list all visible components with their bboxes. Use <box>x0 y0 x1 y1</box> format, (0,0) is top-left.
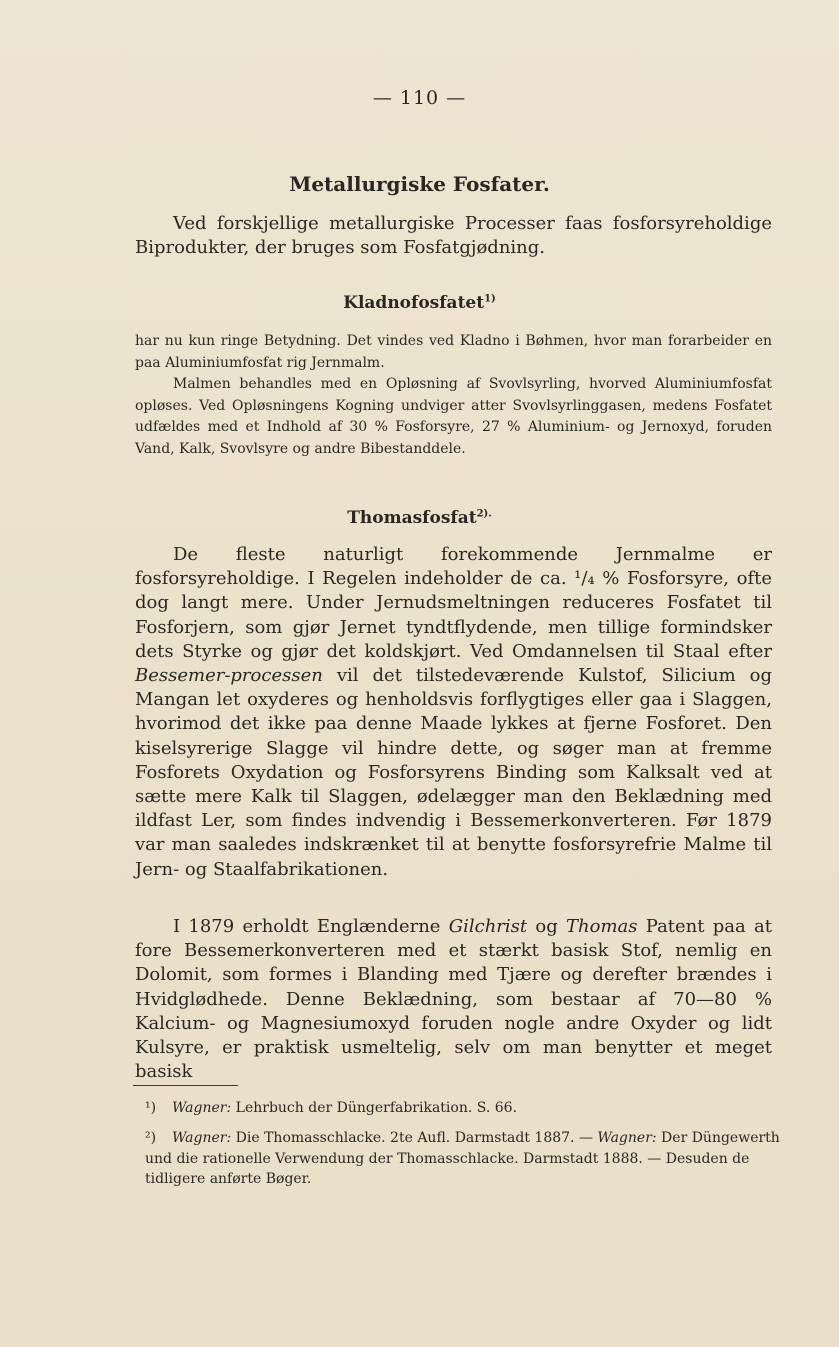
footnote-author: Wagner: <box>172 1130 232 1146</box>
text-run: vil det tilstedeværende Kulstof, Silicium og Mangan let oxyderes og henholdsvis forflygtiges eller gaa i Slaggen, hvorimod det ikke paa denne Maade lykkes at fjerne Fosforet. Den kiselsyrerige Slagge vil hindre dette, og søger man at fremme Fosforets Oxydation og Fosforsyrens Binding som Kalksalt ved at sætte mere Kalk til Slaggen, ødelægger man den Beklædning med ildfast Ler, som findes indvendig i Bessemerkonverteren. Før 1879 var man saaledes indskrænket til at benytte fosforsyrefrie Malme til Jern- og Staalfabrikationen. <box>135 665 772 880</box>
footnote-divider <box>133 1085 238 1086</box>
text-run: Patent paa at fore Bessemerkonverteren med et stærkt basisk Stof, nemlig en Dolomit, som formes i Blanding med Tjære og derefter brændes i Hvidglødhede. Denne Beklædning, som bestaar af 70—80 % Kalcium- og Magnesiumoxyd foruden nogle andre Oxyder og lidt Kulsyre, er praktisk usmeltelig, selv om man benytter et meget basisk <box>135 916 772 1083</box>
thomas-paragraph-2 <box>135 915 772 1084</box>
section-heading-text: Thomasfosfat <box>347 508 477 528</box>
text-run: I 1879 erholdt Englænderne <box>173 916 449 937</box>
section-heading-thomasfosfat <box>0 508 839 528</box>
page-number: — 110 — <box>372 87 467 109</box>
footnote-text: Die Thomasschlacke. 2te Aufl. Darmstadt 1887. — <box>231 1130 598 1146</box>
section-heading-text: Kladnofosfatet <box>343 293 485 313</box>
footnote-mark: ²) <box>145 1130 157 1146</box>
footnote-text: Lehrbuch der Düngerfabrikation. S. 66. <box>231 1100 518 1116</box>
footnote-text: Der Düngewerth und die rationelle Verwendung der Thomasschlacke. Darmstadt 1888. — Desuden de tidligere anførte Bøger. <box>145 1130 780 1187</box>
text-run: og <box>527 916 567 937</box>
footnote-2 <box>145 1128 785 1190</box>
footnote-mark: ¹) <box>145 1100 157 1116</box>
text-run: De fleste naturligt forekommende Jernmalme er fosforsyreholdige. I Regelen indeholder de ca. ¹/₄ % Fosforsyre, ofte dog langt mere. Under Jernudsmeltningen reduceres Fosfatet til Fosforjern, som gjør Jernet tyndtflydende, men tillige formindsker dets Styrke og gjør det koldskjørt. Ved Omdannelsen til Staal efter <box>135 544 772 662</box>
footnote-author: Wagner: <box>172 1100 232 1116</box>
emphasis: Gilchrist <box>448 916 528 937</box>
emphasis: Bessemer-processen <box>135 665 323 687</box>
footnote-1 <box>145 1098 785 1119</box>
intro-paragraph: Ved forskjellige metallurgiske Processer faas fosforsyreholdige Biprodukter, der bruges som Fosfatgjødning. <box>135 213 772 259</box>
footnote-reference: 1) <box>484 293 496 305</box>
emphasis: Thomas <box>566 916 638 937</box>
section-heading-kladnofosfatet <box>0 293 839 313</box>
thomas-paragraph-1 <box>135 543 772 882</box>
footnote-reference: 2). <box>476 508 492 520</box>
kladno-paragraph-2: Malmen behandles med en Opløsning af Svovlsyrling, hvorved Aluminiumfosfat opløses. Ved Opløsningens Kogning undviger atter Svovlsyrlinggasen, medens Fosfatet udfældes med et Indhold af 30 % Fosforsyre, 27 % Aluminium- og Jernoxyd, foruden Vand, Kalk, Svovlsyre og andre Bibestanddele. <box>135 376 772 457</box>
kladno-paragraph-1: har nu kun ringe Betydning. Det vindes ved Kladno i Bøhmen, hvor man forarbeider en paa Aluminiumfosfat rig Jernmalm. <box>135 333 772 371</box>
main-heading: Metallurgiske Fosfater. <box>289 172 550 196</box>
footnote-author: Wagner: <box>597 1130 657 1146</box>
